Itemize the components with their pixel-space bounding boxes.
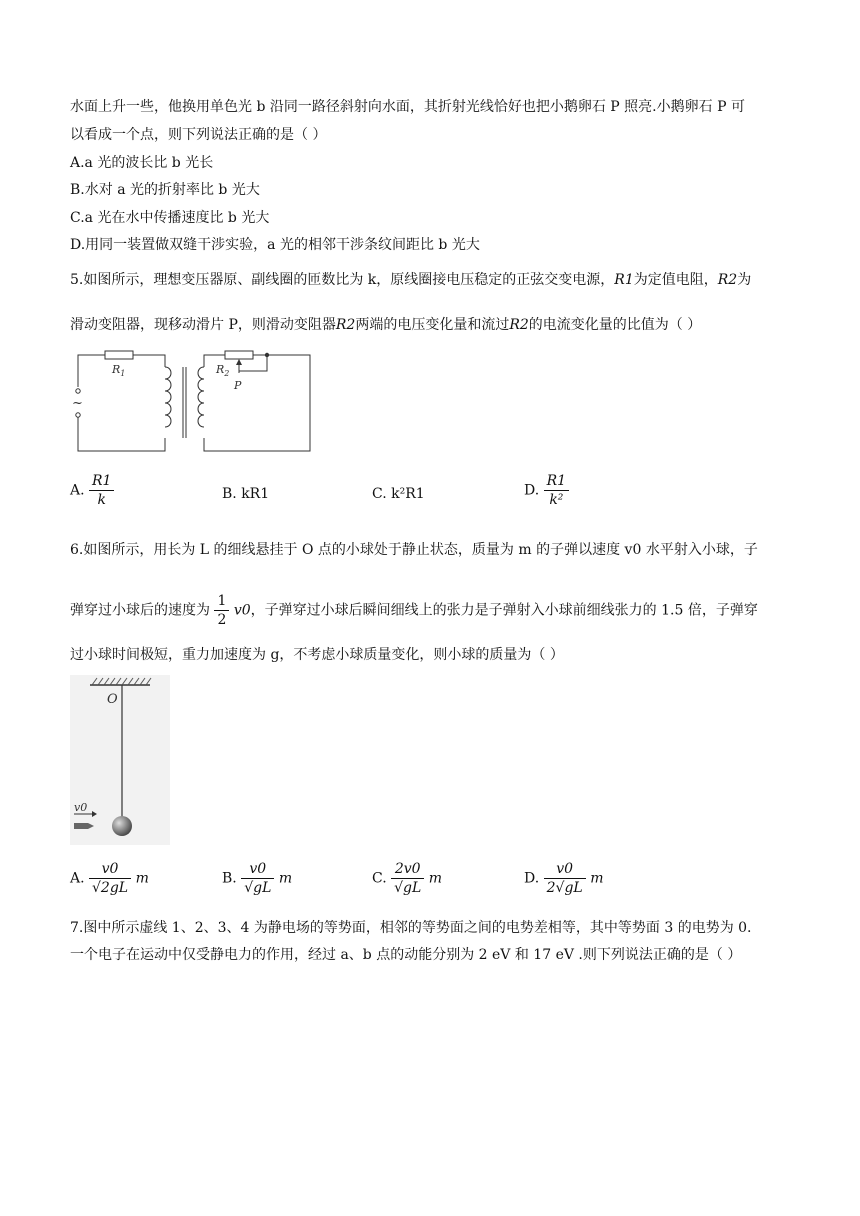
ball (112, 816, 132, 836)
q7-text-line2: 一个电子在运动中仅受静电力的作用，经过 a、b 点的动能分别为 2 eV 和 17 eV .则下列说法正确的是（ ） (70, 947, 742, 963)
q6-text-line3: 过小球时间极短，重力加速度为 g，不考虑小球质量变化，则小球的质量为（ ） (70, 647, 564, 663)
q5-text-line2: 滑动变阻器，现移动滑片 P，则滑动变阻器R2两端的电压变化量和流过R2的电流变化量的比值为（ ） (70, 317, 702, 333)
q5-option-a: A. $\frac{R1}{k}$ (70, 472, 114, 509)
q4-option-a: A.a 光的波长比 b 光长 (70, 155, 214, 171)
q6-option-d: D. $\frac{v0}{2√gL}$ m (524, 861, 604, 896)
q6-option-b: B. $\frac{v0}{√gL}$ m (222, 861, 293, 896)
svg-text:O: O (107, 692, 118, 707)
svg-text:v0: v0 (74, 801, 88, 814)
q4-option-b: B.水对 a 光的折射率比 b 光大 (70, 182, 260, 198)
q6-text-line2: 弹穿过小球后的速度为 $\frac{1}{2}$ v0，子弹穿过小球后瞬间细线上的张力是子弹射入小球前细线张力的 1.5 倍，子弹穿 (70, 593, 758, 628)
svg-text:R2: $R_2$ (216, 363, 230, 378)
q5-text-line1: 5.如图所示，理想变压器原、副线圈的匝数比为 k，原线圈接电压稳定的正弦交变电源，R1为定值电阻，R2为 (70, 272, 752, 288)
transformer-circuit-diagram (70, 345, 320, 460)
svg-text:P: P (234, 379, 242, 392)
q4-text-line2: 以看成一个点，则下列说法正确的是（ ） (70, 127, 327, 143)
svg-text:R1: $R_1$ (112, 363, 126, 378)
q4-text-line1: 水面上升一些，他换用单色光 b 沿同一路径斜射向水面，其折射光线恰好也把小鹅卵石 P 照亮.小鹅卵石 P 可 (70, 99, 745, 115)
q4-option-c: C.a 光在水中传播速度比 b 光大 (70, 210, 270, 226)
q4-option-d: D.用同一装置做双缝干涉实验，a 光的相邻干涉条纹间距比 b 光大 (70, 237, 480, 253)
q5-option-b: B. kR1 (222, 486, 270, 502)
q6-option-a: A. $\frac{v0}{√2gL}$ m (70, 861, 149, 896)
q5-option-d: D. $\frac{R1}{\text{k²}}$ (524, 472, 569, 509)
q6-option-c: C. $\frac{2v0}{√gL}$ m (372, 861, 443, 896)
pendulum-diagram (70, 675, 170, 845)
q7-text-line1: 7.图中所示虚线 1、2、3、4 为静电场的等势面，相邻的等势面之间的电势差相等，其中等势面 3 的电势为 0. (70, 920, 752, 936)
q5-option-c: C. k²R1 (372, 486, 425, 502)
q6-text-line1: 6.如图所示，用长为 L 的细线悬挂于 O 点的小球处于静止状态，质量为 m 的子弹以速度 v0 水平射入小球，子 (70, 542, 758, 558)
ac-source-symbol: ~ (72, 396, 83, 411)
